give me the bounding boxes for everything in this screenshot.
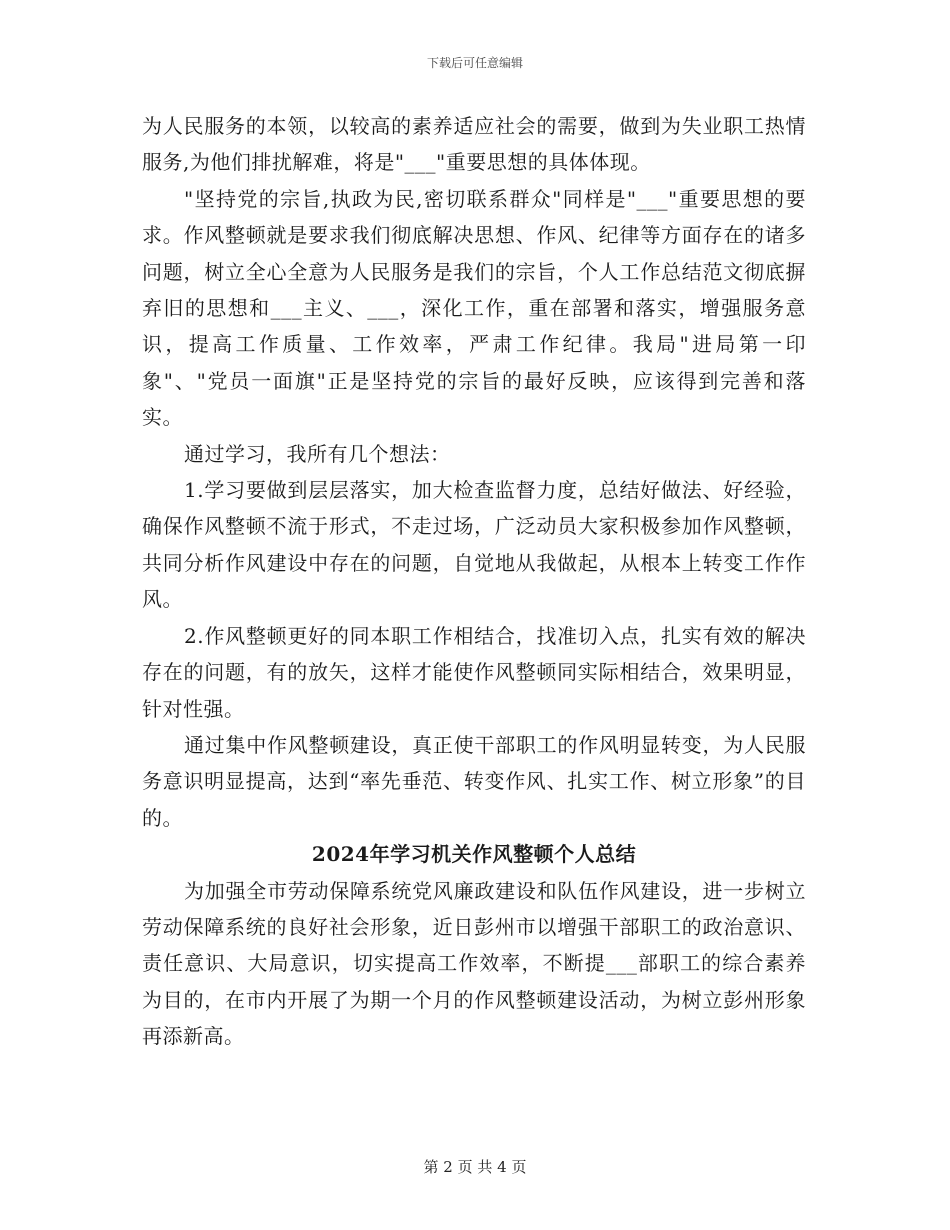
paragraph-5: 2.作风整顿更好的同本职工作相结合，找准切入点，扎实有效的解决存在的问题，有的放矢，这样才能使作风整顿同实际相结合，效果明显，针对性强。 (142, 623, 806, 721)
page-header: 下载后可任意编辑 (426, 56, 523, 70)
paragraph-1: 为人民服务的本领，以较高的素养适应社会的需要，做到为失业职工热情服务,为他们排扰解难，将是"___"重要思想的具体体现。 (142, 114, 806, 175)
section-title: 2024年学习机关作风整顿个人总结 (311, 842, 637, 867)
document-body (142, 108, 806, 1055)
paragraph-6: 通过集中作风整顿建设，真正使干部职工的作风明显转变，为人民服务意识明显提高，达到“率先垂范、转变作风、扎实工作、树立形象”的目的。 (142, 732, 806, 830)
paragraph-3: 通过学习，我所有几个想法： (184, 441, 451, 466)
page-footer: 第 2 页 共 4 页 (423, 1158, 527, 1176)
paragraph-4: 1.学习要做到层层落实，加大检查监督力度，总结好做法、好经验，确保作风整顿不流于形式，不走过场，广泛动员大家积极参加作风整顿，共同分析作风建设中存在的问题，自觉地从我做起，从根本上转变工作作风。 (142, 478, 806, 612)
section-paragraph: 为加强全市劳动保障系统党风廉政建设和队伍作风建设，进一步树立劳动保障系统的良好社会形象，近日彭州市以增强干部职工的政治意识、责任意识、大局意识，切实提高工作效率，不断提___部职工的综合素养为目的，在市内开展了为期一个月的作风整顿建设活动，为树立彭州形象再添新高。 (142, 878, 806, 1049)
paragraph-2: "坚持党的宗旨,执政为民,密切联系群众"同样是"___"重要思想的要求。作风整顿就是要求我们彻底解决思想、作风、纪律等方面存在的诸多问题，树立全心全意为人民服务是我们的宗旨，个人工作总结范文彻底摒弃旧的思想和___主义、___，深化工作，重在部署和落实，增强服务意识，提高工作质量、工作效率，严肃工作纪律。我局"进局第一印象"、"党员一面旗"正是坚持党的宗旨的最好反映，应该得到完善和落实。 (142, 186, 806, 430)
